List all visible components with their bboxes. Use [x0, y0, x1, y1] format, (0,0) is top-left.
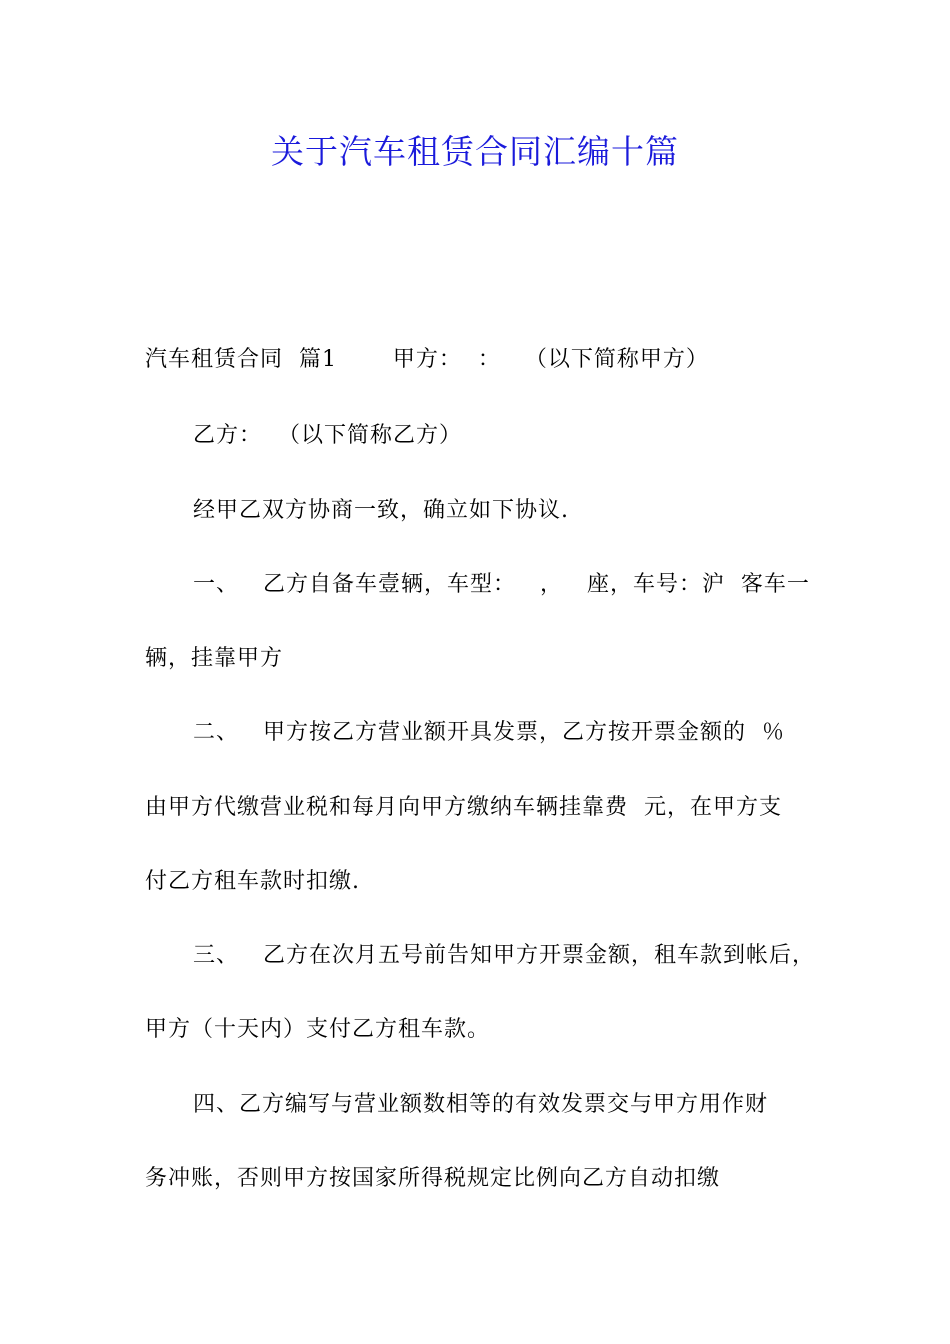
paragraph-line: 经甲乙双方协商一致，确立如下协议. [193, 498, 569, 523]
paragraph-line: 一、 乙方自备车壹辆，车型： ， 座，车号：沪 客车一 [193, 572, 810, 597]
document-title: 关于汽车租赁合同汇编十篇 [271, 132, 679, 171]
paragraph-line: 甲方（十天内）支付乙方租车款。 [145, 1017, 491, 1042]
paragraph-line: 务冲账，否则甲方按国家所得税规定比例向乙方自动扣缴 [145, 1166, 721, 1191]
paragraph-line: 汽车租赁合同 篇1 甲方： ： （以下简称甲方） [145, 347, 709, 372]
paragraph-line: 乙方： （以下简称乙方） [193, 423, 462, 448]
paragraph-line: 辆，挂靠甲方 [145, 646, 284, 671]
paragraph-line: 付乙方租车款时扣缴. [145, 869, 360, 894]
paragraph-line: 由甲方代缴营业税和每月向甲方缴纳车辆挂靠费 元，在甲方支 [145, 795, 782, 820]
paragraph-line: 二、 甲方按乙方营业额开具发票，乙方按开票金额的 ％ [193, 720, 785, 745]
paragraph-line: 三、 乙方在次月五号前告知甲方开票金额，租车款到帐后， [193, 943, 815, 968]
paragraph-line: 四、乙方编写与营业额数相等的有效发票交与甲方用作财 [193, 1092, 769, 1117]
